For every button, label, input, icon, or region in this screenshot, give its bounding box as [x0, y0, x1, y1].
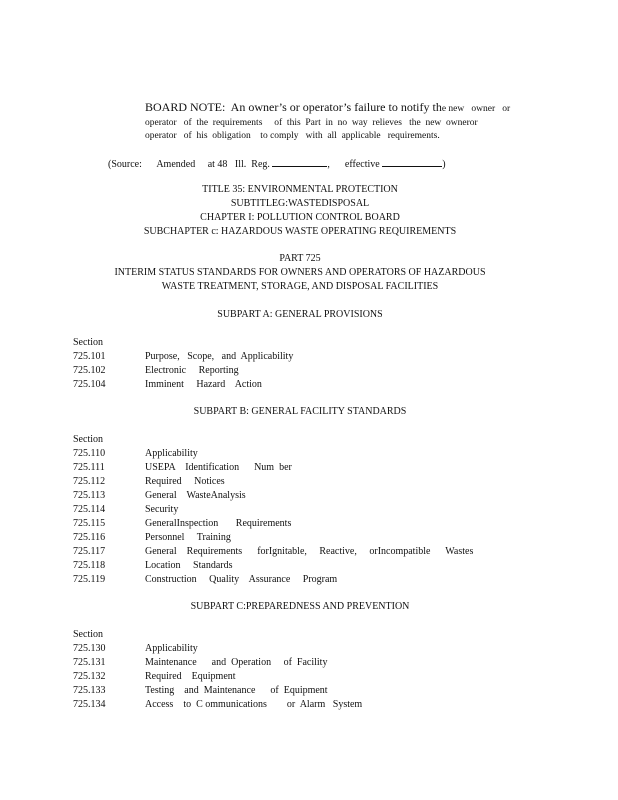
subtitle-heading: SUBTITLEG:WASTEDISPOSAL [230, 198, 370, 209]
section-number: 725.102 [73, 365, 106, 376]
part-title-line-2: WASTE TREATMENT, STORAGE, AND DISPOSAL FACILITIES [161, 281, 439, 292]
subpart-b-section-label: Section [73, 434, 103, 445]
section-title: Applicability [145, 643, 198, 654]
section-number: 725.134 [73, 699, 106, 710]
section-title: Personnel Training [145, 532, 231, 543]
section-number: 725.132 [73, 671, 106, 682]
source-middle: , effective [327, 159, 380, 170]
subpart-a-section-label: Section [73, 337, 103, 348]
section-number: 725.118 [73, 560, 106, 571]
section-number: 725.133 [73, 685, 106, 696]
section-number: 725.101 [73, 351, 106, 362]
source-suffix: ) [442, 159, 446, 170]
chapter-heading: CHAPTER I: POLLUTION CONTROL BOARD [200, 212, 400, 223]
section-number: 725.112 [73, 476, 106, 487]
section-title: General Requirements forIgnitable, Reactive, orIncompatible Wastes [145, 546, 474, 557]
section-title: Maintenance and Operation of Facility [145, 657, 328, 668]
subpart-a-heading: SUBPART A: GENERAL PROVISIONS [217, 309, 383, 320]
board-note-line-2: operator of the requirements of this Part in no way relieves the new owneror [145, 118, 478, 128]
section-number: 725.114 [73, 504, 106, 515]
subpart-c-section-label: Section [73, 629, 103, 640]
section-title: Required Notices [145, 476, 225, 487]
section-title: Testing and Maintenance of Equipment [145, 685, 328, 696]
section-number: 725.104 [73, 379, 106, 390]
subpart-c-heading: SUBPART C:PREPAREDNESS AND PREVENTION [190, 601, 410, 612]
section-title: Purpose, Scope, and Applicability [145, 351, 294, 362]
subpart-b-heading: SUBPART B: GENERAL FACILITY STANDARDS [193, 406, 407, 417]
subchapter-heading: SUBCHAPTER c: HAZARDOUS WASTE OPERATING REQUIREMENTS [143, 226, 457, 237]
section-number: 725.111 [73, 462, 105, 473]
part-heading: PART 725 [279, 253, 321, 264]
board-note-line-1-tail: e new owner or [441, 104, 511, 114]
section-number: 725.113 [73, 490, 106, 501]
section-title: Location Standards [145, 560, 233, 571]
source-note [108, 157, 446, 170]
section-title: Required Equipment [145, 671, 236, 682]
board-note-line-3: operator of his obligation to comply with all applicable requirements. [145, 131, 440, 141]
section-number: 725.110 [73, 448, 106, 459]
section-title: Imminent Hazard Action [145, 379, 262, 390]
source-prefix: (Source: Amended at 48 Ill. Reg. [108, 159, 270, 170]
board-note-line-1: BOARD NOTE: An owner’s or operator’s failure to notify th [145, 100, 442, 114]
section-number: 725.131 [73, 657, 106, 668]
section-number: 725.130 [73, 643, 106, 654]
title-heading: TITLE 35: ENVIRONMENTAL PROTECTION [202, 184, 398, 195]
section-title: Security [145, 504, 179, 515]
section-title: General WasteAnalysis [145, 490, 246, 501]
section-number: 725.117 [73, 546, 106, 557]
section-title: USEPA Identification Num ber [145, 462, 292, 473]
section-title: GeneralInspection Requirements [145, 518, 292, 529]
section-title: Electronic Reporting [145, 365, 239, 376]
source-blank-reg [272, 157, 327, 167]
section-number: 725.119 [73, 574, 106, 585]
board-note [145, 100, 545, 143]
source-blank-effective [382, 157, 442, 167]
section-title: Access to C ommunications or Alarm System [145, 699, 363, 710]
section-number: 725.115 [73, 518, 106, 529]
section-title: Construction Quality Assurance Program [145, 574, 338, 585]
part-title-line-1: INTERIM STATUS STANDARDS FOR OWNERS AND OPERATORS OF HAZARDOUS [114, 267, 486, 278]
section-title: Applicability [145, 448, 198, 459]
section-number: 725.116 [73, 532, 106, 543]
